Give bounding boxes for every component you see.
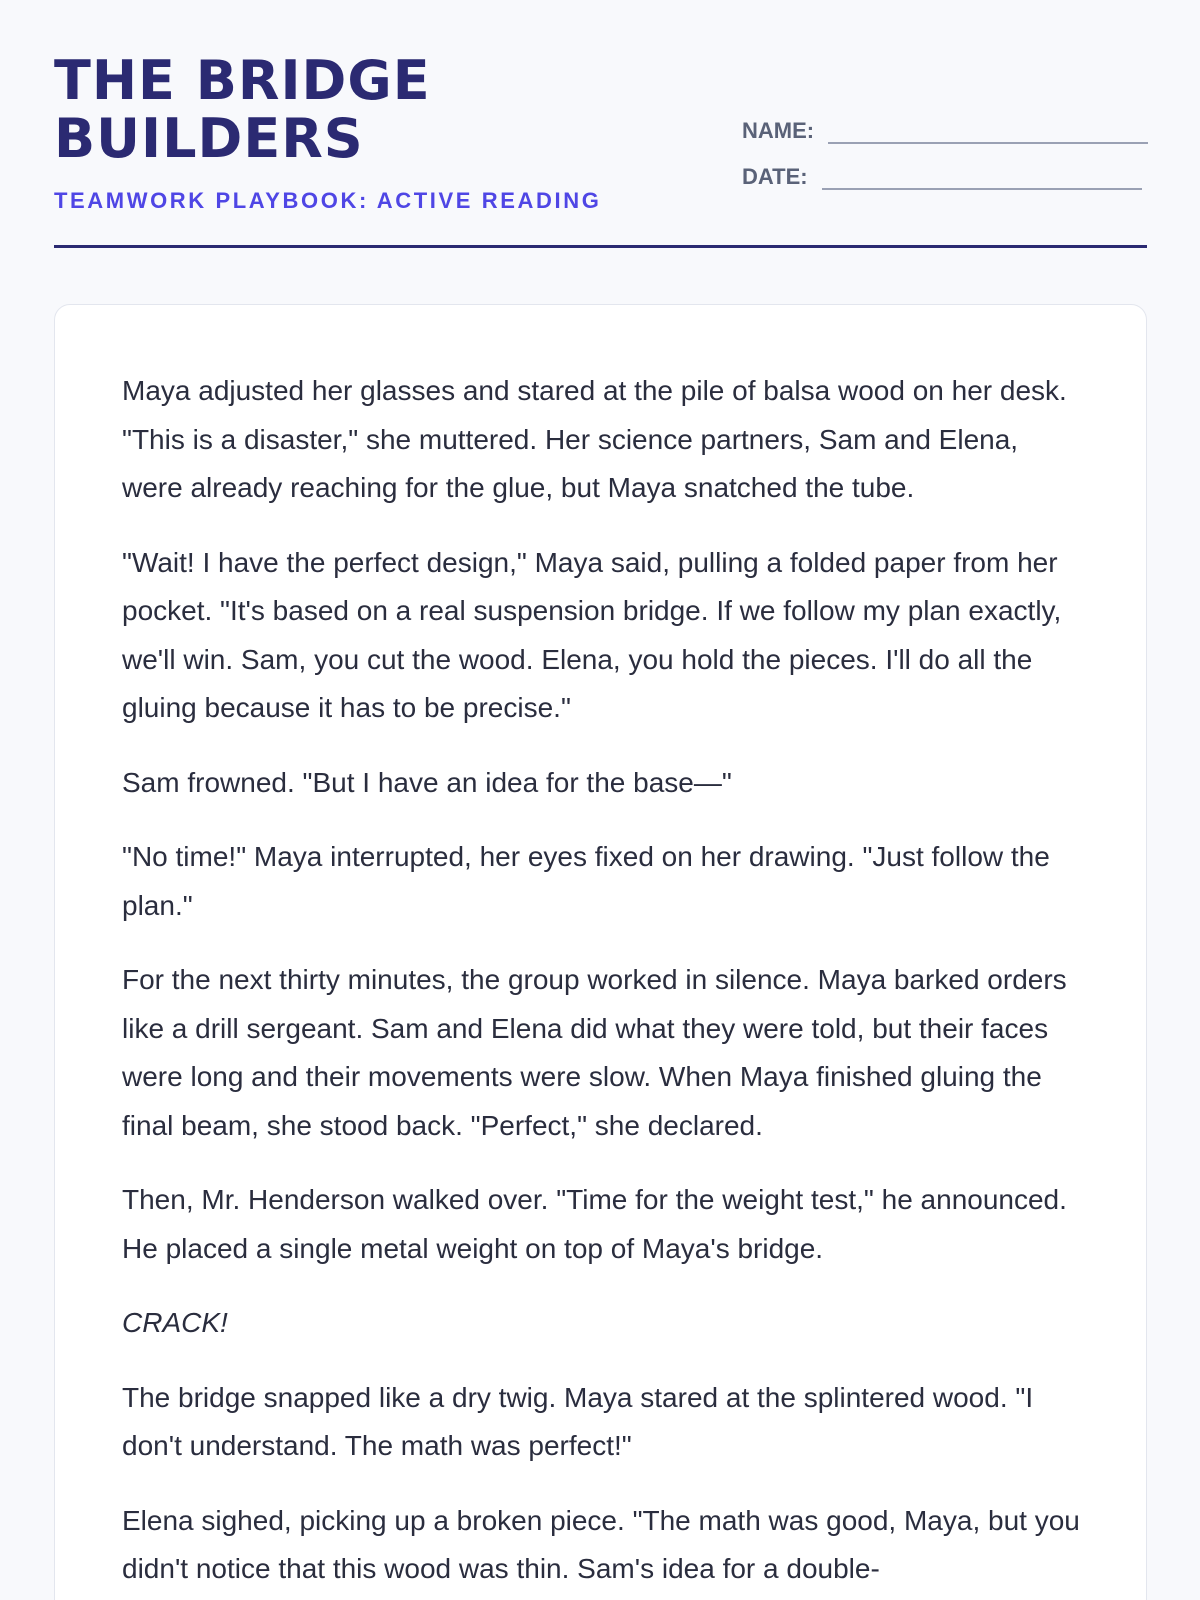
date-field[interactable] xyxy=(742,144,1147,190)
story-paragraph: For the next thirty minutes, the group worked in silence. Maya barked orders like a drill sergeant. Sam and Elena did what they were told, but their faces were long and their movements were slow. When Maya finished gluing the final beam, she stood back. "Perfect," she declared. xyxy=(122,964,1067,1141)
story-text xyxy=(122,367,1080,1594)
story-sound-effect: CRACK! xyxy=(122,1307,228,1338)
story-paragraph: Sam frowned. "But I have an idea for the base—" xyxy=(122,766,732,798)
story-paragraph: "Wait! I have the perfect design," Maya said, pulling a folded paper from her pocket. "It's based on a real suspension bridge. If we follow my plan exactly, we'll win. Sam, you cut the wood. Elena, you hold the pieces. I'll do all the gluing because it has to be precise." xyxy=(122,546,1062,723)
page-subtitle: TEAMWORK PLAYBOOK: ACTIVE READING xyxy=(54,188,602,213)
title-line-1: THE BRIDGE xyxy=(54,49,431,112)
date-line[interactable] xyxy=(822,188,1142,190)
date-label: DATE: xyxy=(742,164,808,189)
student-info-fields xyxy=(742,98,1147,190)
name-field[interactable] xyxy=(742,98,1147,144)
story-paragraph: The bridge snapped like a dry twig. Maya stared at the splintered wood. "I don't understand. The math was perfect!" xyxy=(122,1381,1034,1461)
page-title xyxy=(54,49,534,170)
story-card xyxy=(54,304,1147,1600)
name-line[interactable] xyxy=(828,142,1148,144)
story-paragraph: Then, Mr. Henderson walked over. "Time for the weight test," he announced. He placed a single metal weight on top of Maya's bridge. xyxy=(122,1184,1067,1264)
worksheet-header xyxy=(54,49,1147,248)
story-paragraph: Maya adjusted her glasses and stared at the pile of balsa wood on her desk. "This is a disaster," she muttered. Her science partners, Sam and Elena, were already reaching for the glue, but Maya snatched the tube. xyxy=(122,375,1067,503)
story-paragraph: "No time!" Maya interrupted, her eyes fixed on her drawing. "Just follow the plan." xyxy=(122,841,1050,921)
name-label: NAME: xyxy=(742,118,815,143)
story-paragraph: Elena sighed, picking up a broken piece. "The math was good, Maya, but you didn't notice that this wood was thin. Sam's idea for a double- xyxy=(122,1504,1080,1584)
title-line-2: BUILDERS xyxy=(54,107,364,170)
